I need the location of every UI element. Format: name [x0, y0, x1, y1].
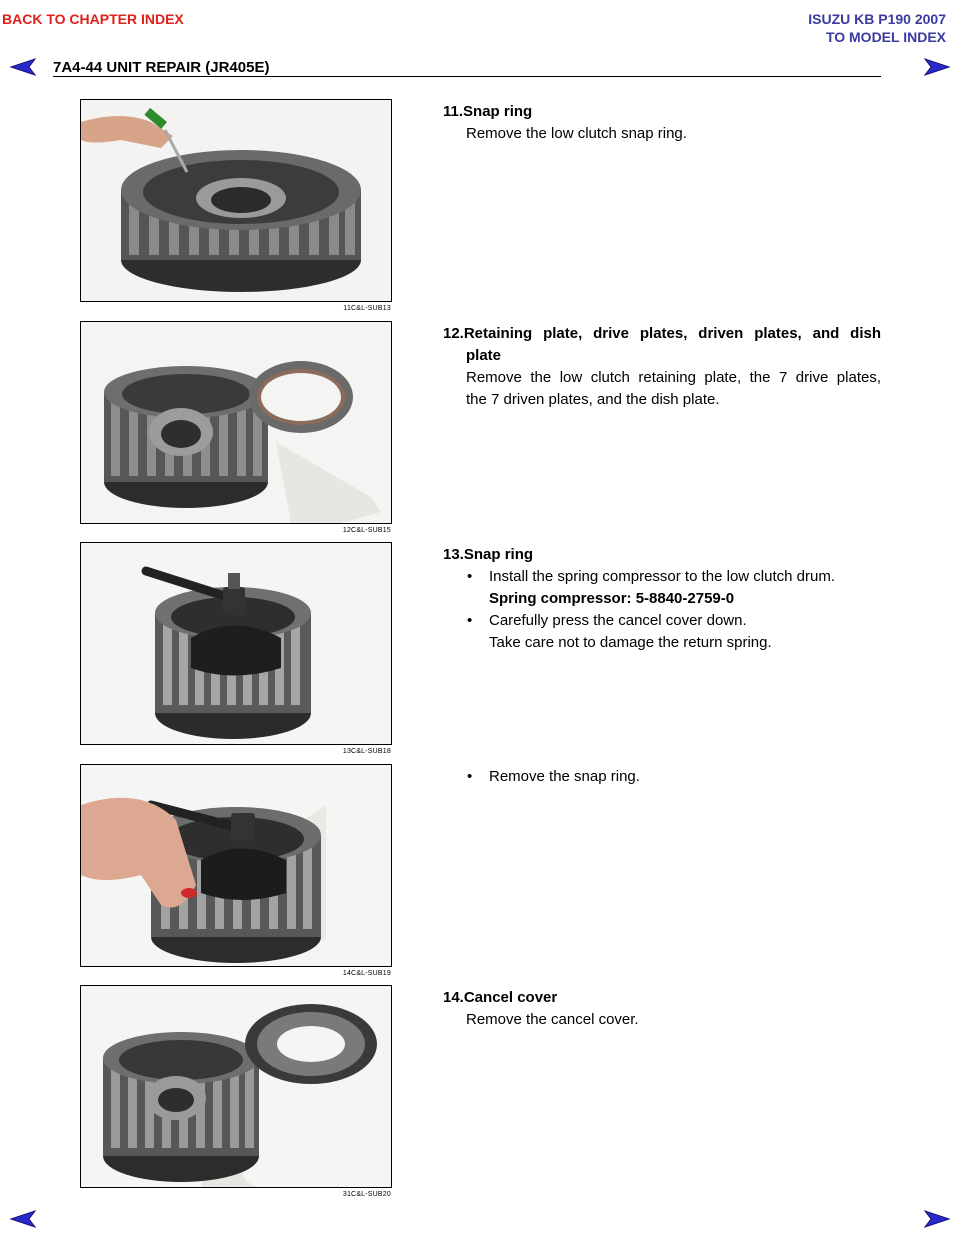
- previous-page-arrow-icon[interactable]: [10, 1210, 36, 1228]
- figure-caption: 11C&L-SUB13: [343, 305, 391, 312]
- figure-snap-ring-remove-compressed: [80, 764, 392, 967]
- figure-caption: 31C&L-SUB20: [342, 1191, 391, 1198]
- step-title-line-1: 12.Retaining plate, drive plates, driven plates, and dish: [443, 325, 881, 342]
- header-divider: [53, 76, 881, 77]
- step-title-line-2: plate: [466, 347, 502, 364]
- step-title: 13.Snap ring: [443, 546, 534, 563]
- caution-note: Take care not to damage the return spring.: [489, 634, 772, 651]
- step-13-continued: [443, 766, 881, 788]
- step-title: 11.Snap ring: [443, 103, 533, 120]
- figure-clutch-plates: [80, 321, 392, 524]
- next-page-arrow-icon[interactable]: [924, 1210, 950, 1228]
- step-body: Remove the cancel cover.: [466, 1011, 639, 1028]
- tool-callout: Spring compressor: 5-8840-2759-0: [489, 590, 735, 607]
- figure-cancel-cover: [80, 985, 392, 1188]
- step-body-line-1: Remove the low clutch retaining plate, the 7 drive plates,: [466, 369, 881, 386]
- bullet-item: • Carefully press the cancel cover down.: [443, 610, 881, 632]
- step-13: [443, 544, 881, 654]
- step-title: 14.Cancel cover: [443, 989, 558, 1006]
- previous-page-arrow-icon[interactable]: [10, 58, 36, 76]
- next-page-arrow-icon[interactable]: [924, 58, 950, 76]
- model-title-link[interactable]: ISUZU KB P190 2007: [808, 11, 946, 27]
- figure-snap-ring-removal: [80, 99, 392, 302]
- back-to-chapter-index-link[interactable]: BACK TO CHAPTER INDEX: [2, 11, 184, 27]
- page-header: 7A4-44 UNIT REPAIR (JR405E): [53, 59, 270, 76]
- to-model-index-link[interactable]: TO MODEL INDEX: [825, 29, 946, 45]
- figure-caption: 12C&L-SUB15: [342, 527, 391, 534]
- step-14: [443, 987, 881, 1031]
- step-12: [443, 323, 881, 411]
- figure-caption: 13C&L-SUB18: [342, 748, 391, 755]
- bullet-item: • Remove the snap ring.: [443, 766, 881, 788]
- bullet-item: • Install the spring compressor to the low clutch drum.: [443, 566, 881, 588]
- step-body-line-2: the 7 driven plates, and the dish plate.: [466, 391, 720, 408]
- step-body: Remove the low clutch snap ring.: [466, 125, 687, 142]
- figure-caption: 14C&L-SUB19: [342, 970, 391, 977]
- step-11: [443, 101, 881, 145]
- figure-spring-compressor: [80, 542, 392, 745]
